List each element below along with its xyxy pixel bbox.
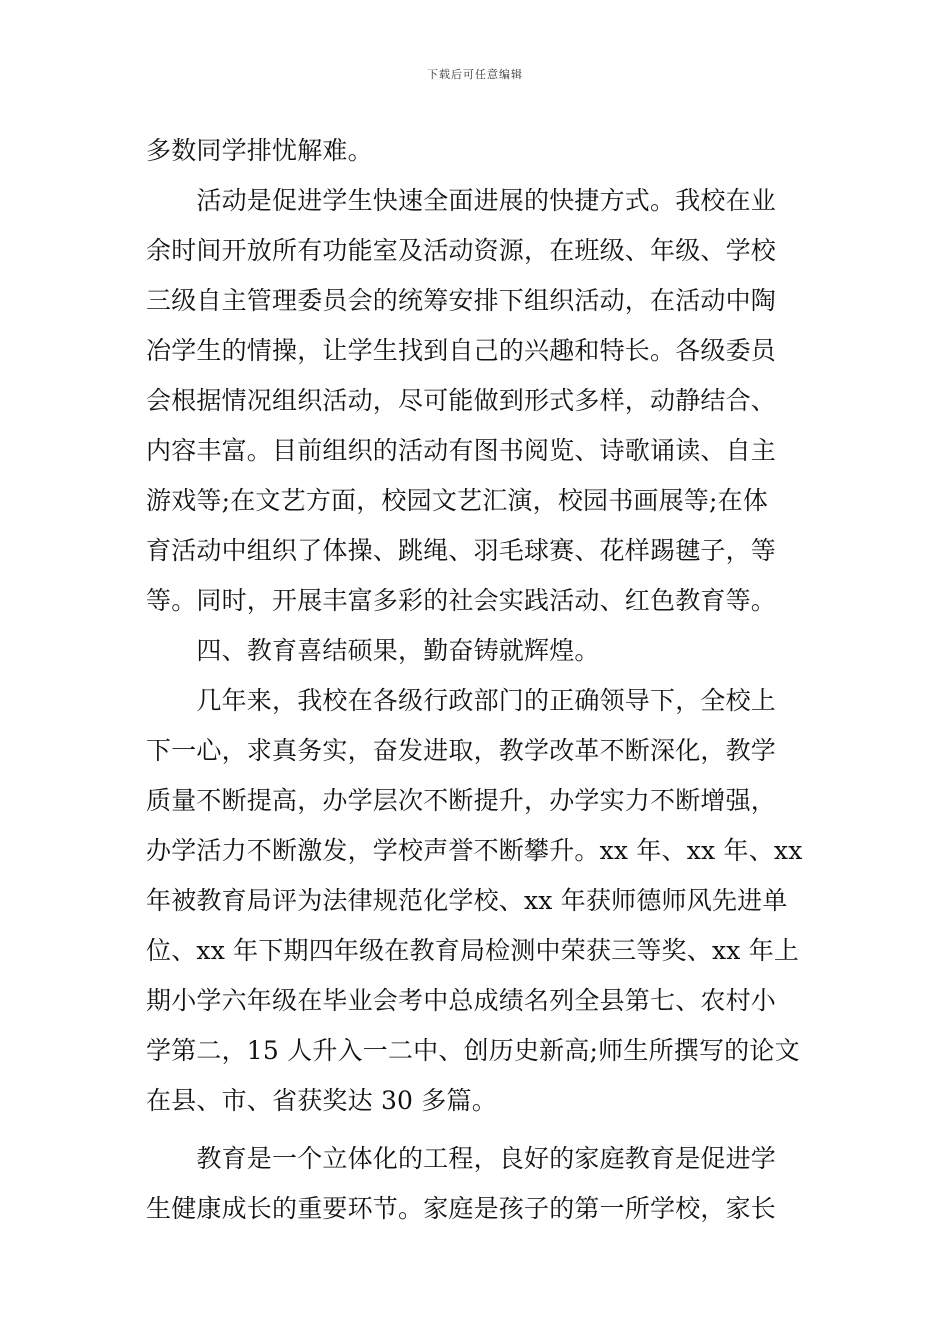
text-line: 余时间开放所有功能室及活动资源，在班级、年级、学校 xyxy=(146,236,777,265)
text-line: 活动是促进学生快速全面进展的快捷方式。我校在业 xyxy=(146,186,777,215)
section-heading xyxy=(146,626,810,676)
text-line: 几年来，我校在各级行政部门的正确领导下，全校上 xyxy=(146,686,777,715)
text-line: 会根据情况组织活动，尽可能做到形式多样，动静结合、 xyxy=(146,386,777,415)
text-line: 内容丰富。目前组织的活动有图书阅览、诗歌诵读、自主 xyxy=(146,436,777,465)
text-line: 期小学六年级在毕业会考中总成绩名列全县第七、农村小 xyxy=(146,986,777,1015)
text-line: 教育是一个立体化的工程，良好的家庭教育是促进学 xyxy=(146,1144,777,1173)
text-line: 游戏等;在文艺方面，校园文艺汇演，校园书画展等;在体 xyxy=(146,486,769,515)
text-line: 三级自主管理委员会的统筹安排下组织活动，在活动中陶 xyxy=(146,286,777,315)
text-line: 四、教育喜结硕果，勤奋铸就辉煌。 xyxy=(146,636,600,665)
text-line: 质量不断提高，办学层次不断提升，办学实力不断增强， xyxy=(146,786,777,815)
paragraph-gap xyxy=(146,1126,810,1134)
page-header-note: 下载后可任意编辑 xyxy=(427,68,523,81)
paragraph xyxy=(146,676,810,1126)
text-line: 等。同时，开展丰富多彩的社会实践活动、红色教育等。 xyxy=(146,586,777,615)
text-line: 冶学生的情操，让学生找到自己的兴趣和特长。各级委员 xyxy=(146,336,777,365)
text-line: 生健康成长的重要环节。家庭是孩子的第一所学校，家长 xyxy=(146,1194,777,1223)
text-line: 育活动中组织了体操、跳绳、羽毛球赛、花样踢毽子，等 xyxy=(146,536,777,565)
paragraph xyxy=(146,126,810,176)
text-line: 办学活力不断激发，学校声誉不断攀升。xx 年、xx 年、xx xyxy=(146,836,803,865)
text-line: 学第二，15 人升入一二中、创历史新高;师生所撰写的论文 xyxy=(146,1036,800,1065)
text-line: 年被教育局评为法律规范化学校、xx 年获师德师风先进单 xyxy=(146,886,788,915)
text-line: 位、xx 年下期四年级在教育局检测中荣获三等奖、xx 年上 xyxy=(146,936,800,965)
paragraph xyxy=(146,176,810,626)
text-line: 多数同学排忧解难。 xyxy=(146,136,373,165)
text-line: 下一心，求真务实，奋发进取，教学改革不断深化，教学 xyxy=(146,736,777,765)
paragraph xyxy=(146,1134,810,1234)
text-line: 在县、市、省获奖达 30 多篇。 xyxy=(146,1086,497,1115)
document-body xyxy=(146,126,810,1234)
